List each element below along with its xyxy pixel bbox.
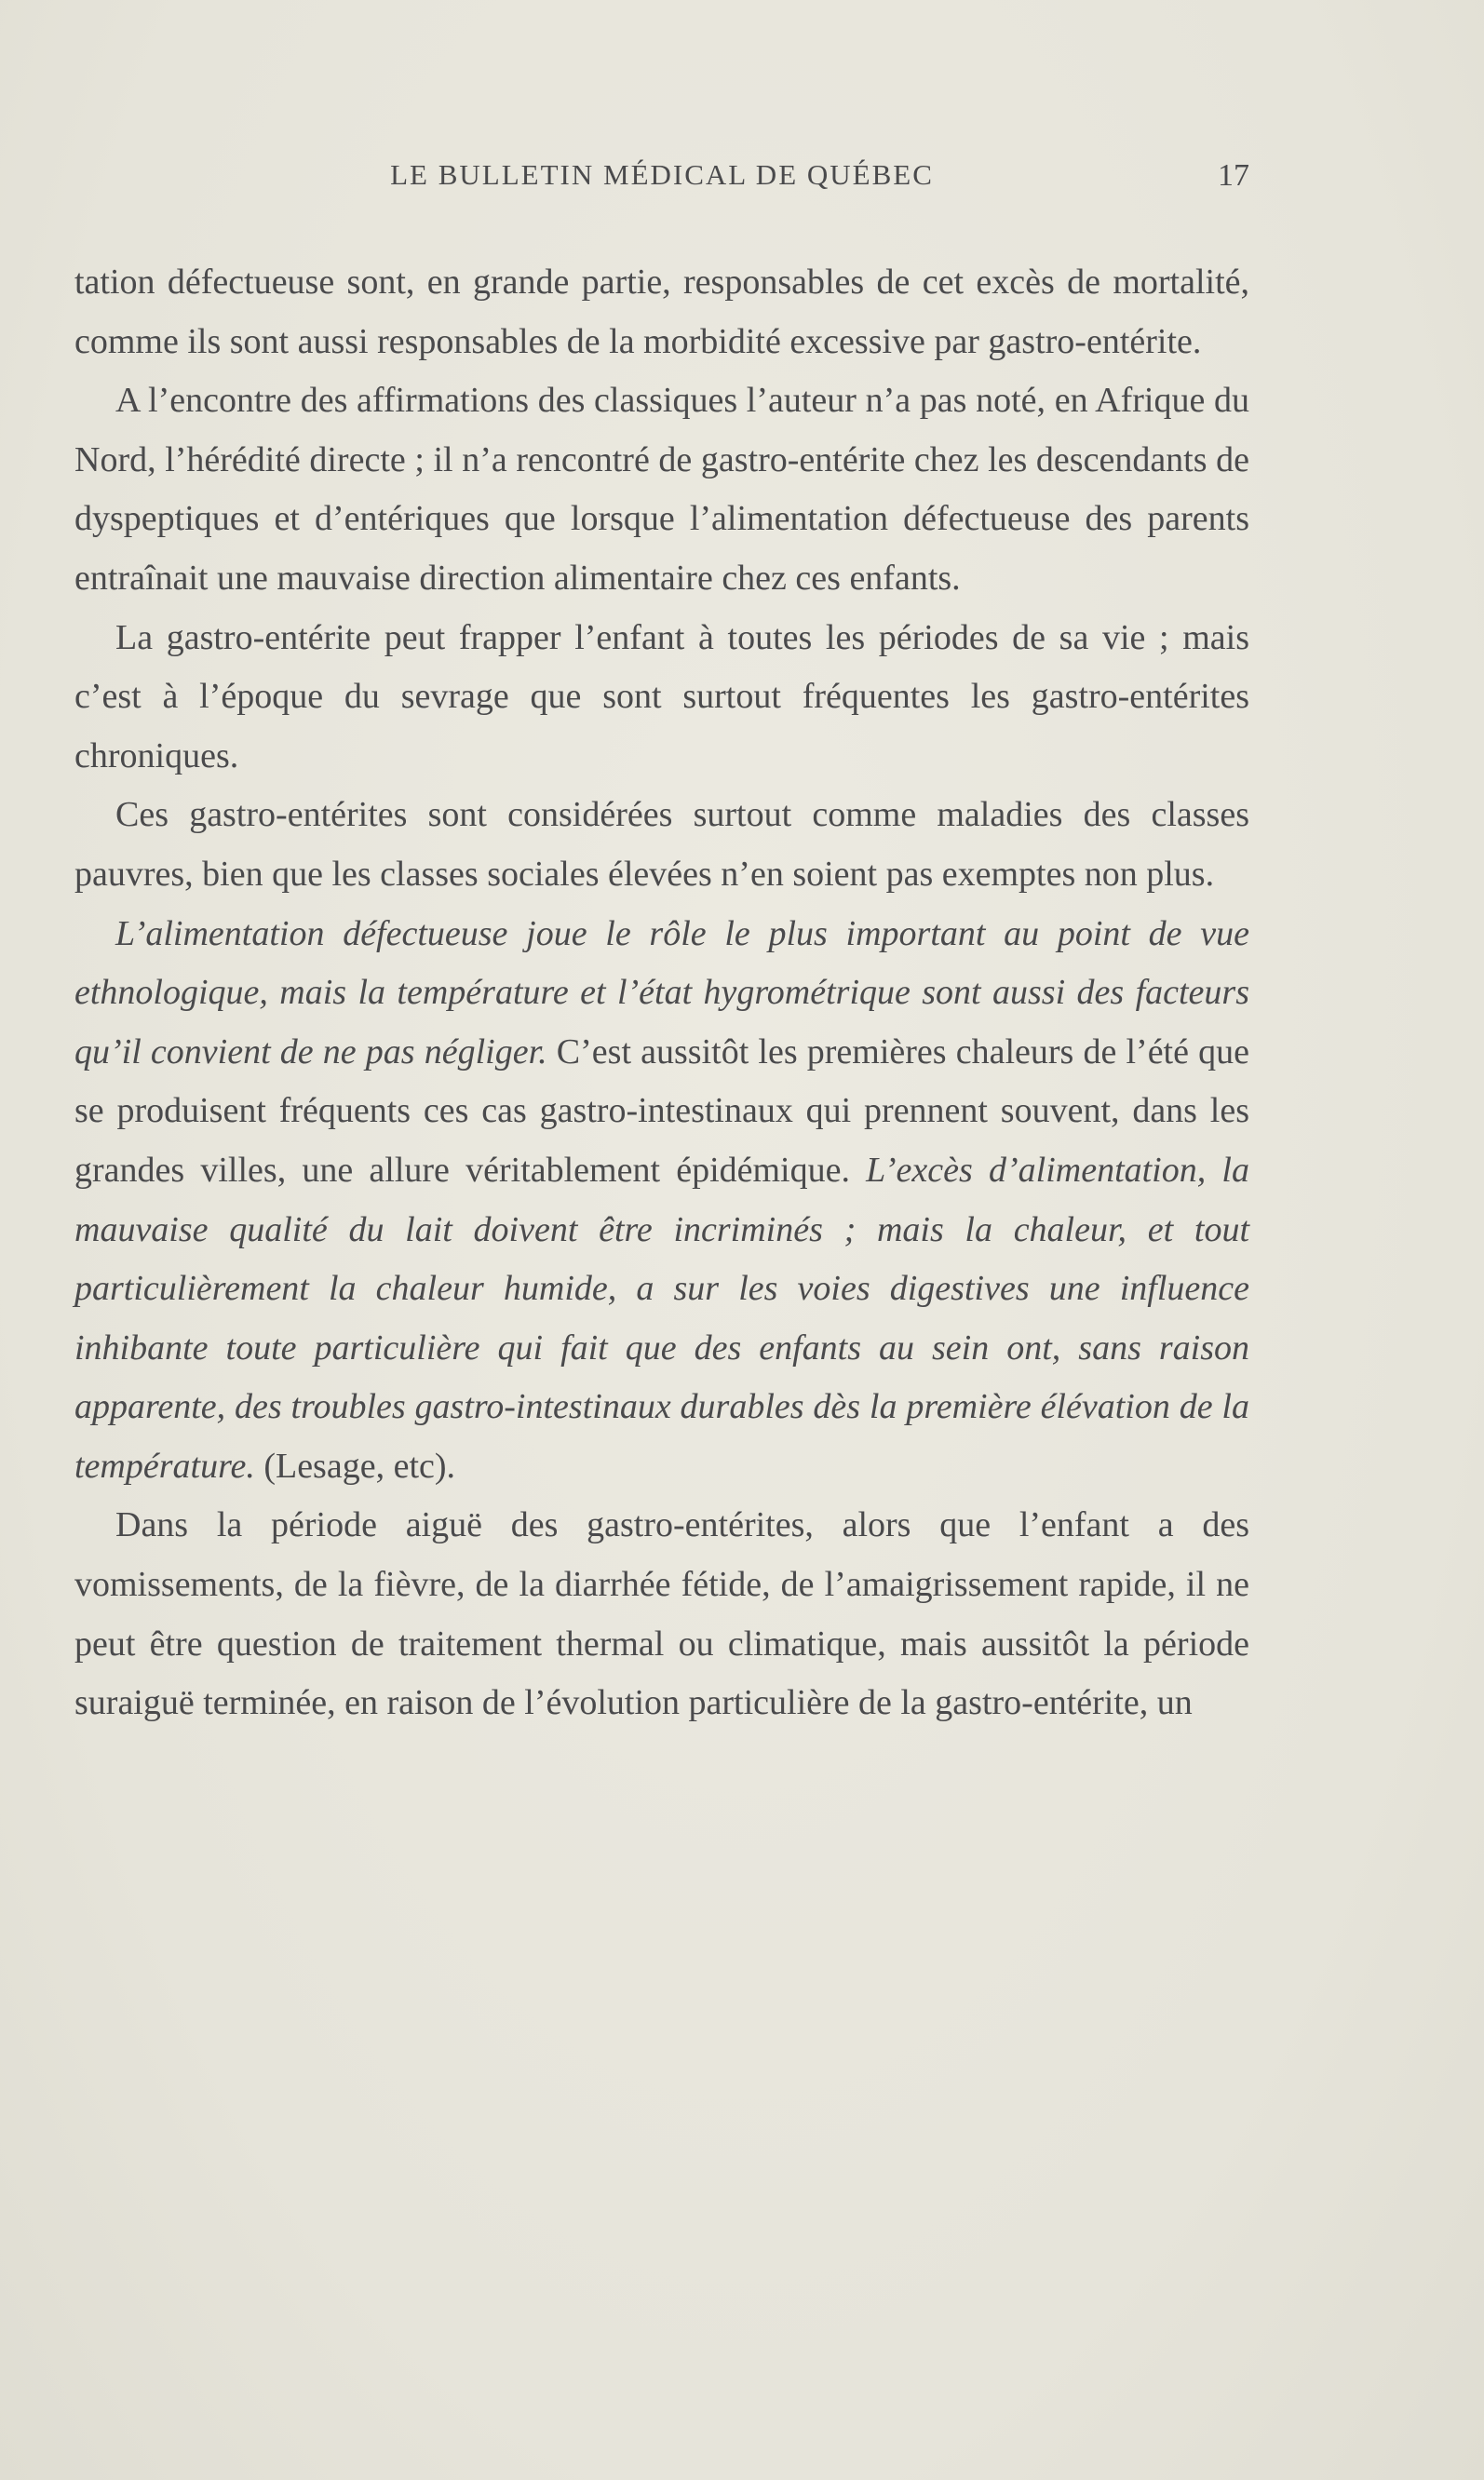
- running-head: [74, 158, 1249, 205]
- italic-passage-1: L’alimentation défectueuse joue le rôle le plus important au point de vue ethnologique, mais la température et l’état hygrométrique sont aussi des facteurs qu’il convient de ne pas négliger.: [74, 913, 1249, 1072]
- paragraph-3: La gastro-entérite peut frapper l’enfant à toutes les périodes de sa vie ; mais c’est à l’époque du sevrage que sont surtout fréquentes les gastro-entérites chroniques.: [74, 617, 1249, 775]
- running-title: LE BULLETIN MÉDICAL DE QUÉBEC: [390, 158, 934, 191]
- paragraph-1: tation défectueuse sont, en grande partie, responsables de cet excès de mortalité, comme ils sont aussi responsables de la morbidité excessive par gastro-entérite.: [74, 263, 1249, 361]
- paragraph-2: A l’encontre des affirmations des classiques l’auteur n’a pas noté, en Afrique du Nord, l’hérédité directe ; il n’a rencontré de gastro-entérite chez les descendants de dyspeptiques et d’entériques que lorsque l’alimentation défectueuse des parents entraînait une mauvaise direction alimentaire chez ces enfants.: [74, 381, 1249, 598]
- italic-passage-2: L’excès d’alimentation, la mauvaise qualité du lait doivent être incriminés ; mais la chaleur, et tout particulièrement la chaleur humide, a sur les voies digestives une influence inhibante toute particulière qui fait que des enfants au sein ont, sans raison apparente, des troubles gastro-intestinaux durables dès la première élévation de la température.: [74, 1150, 1249, 1486]
- citation: (Lesage, etc).: [254, 1446, 456, 1486]
- roman-passage: C’est aussitôt les premières chaleurs de l’été que se produisent fréquents ces cas gastro-intestinaux qui prennent souvent, dans les grandes villes, une allure véritablement épidémique.: [74, 1031, 1249, 1190]
- page-number: 17: [1218, 158, 1249, 193]
- body-text: [74, 253, 1249, 1733]
- paragraph-5: [74, 905, 1249, 1497]
- paragraph-6: Dans la période aiguë des gastro-entérites, alors que l’enfant a des vomissements, de la fièvre, de la diarrhée fétide, de l’amaigrissement rapide, il ne peut être question de traitement thermal ou climatique, mais aussitôt la période suraiguë terminée, en raison de l’évolution particulière de la gastro-entérite, un: [74, 1505, 1249, 1723]
- paragraph-4: Ces gastro-entérites sont considérées surtout comme maladies des classes pauvres, bien que les classes sociales élevées n’en soient pas exemptes non plus.: [74, 795, 1249, 894]
